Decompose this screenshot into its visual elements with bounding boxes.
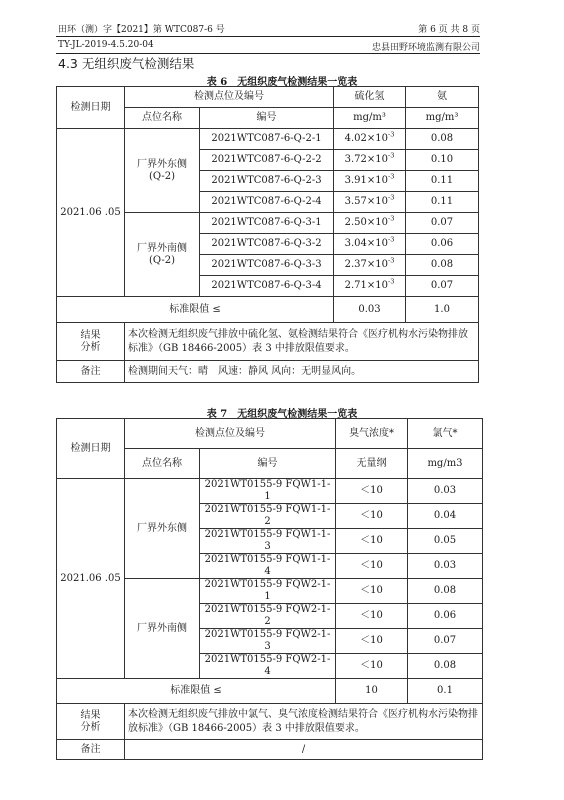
table6-value2: 0.11	[406, 171, 479, 192]
table6-group1-name: 厂界外东侧 (Q-2)	[125, 129, 200, 213]
table6-remark: 检测期间天气：晴 风速：静风 风向：无明显风向。	[125, 361, 479, 383]
table7-limit1: 10	[336, 679, 408, 704]
table6-code: 2021WTC087-6-Q-2-1	[200, 129, 334, 150]
table6-header-point-group: 检测点位及编号	[125, 87, 334, 108]
table7-header-col2-unit: mg/m3	[408, 449, 483, 479]
table7-value1: ＜10	[336, 654, 408, 679]
table6-limit-label: 标准限值 ≤	[57, 297, 334, 323]
company-name: 忠县田野环境监测有限公司	[371, 43, 480, 53]
table6-value2: 0.10	[406, 150, 479, 171]
table6-value1: $3.72\times 10^{-3}$	[334, 150, 406, 171]
table7-code: 2021WT0155-9 FQW2-1-3	[200, 629, 336, 654]
table6-code: 2021WTC087-6-Q-3-2	[200, 234, 334, 255]
table6-header-col2: 氨	[406, 87, 479, 108]
table6-value1: $4.02\times 10^{-3}$	[334, 129, 406, 150]
table7-header-col2: 氯气*	[408, 419, 483, 449]
section-title: 4.3 无组织废气检测结果	[58, 56, 195, 71]
table7-value2: 0.05	[408, 529, 483, 554]
table6-header-code: 编号	[200, 108, 334, 129]
table6-value2: 0.07	[406, 213, 479, 234]
table7-header-col1: 臭气浓度*	[336, 419, 408, 449]
table6-code: 2021WTC087-6-Q-3-3	[200, 255, 334, 276]
table7-header-point-group: 检测点位及编号	[125, 419, 336, 449]
table6-code: 2021WTC087-6-Q-2-3	[200, 171, 334, 192]
table6-header-col2-unit: mg/m³	[406, 108, 479, 129]
table6	[56, 86, 479, 383]
table6-code: 2021WTC087-6-Q-2-4	[200, 192, 334, 213]
document-number: 田环（测）字【2021】第 WTC087-6 号	[58, 25, 225, 35]
table6-conclusion-label: 结果 分析	[57, 323, 125, 361]
table-row	[57, 129, 479, 150]
table7-header-point-name: 点位名称	[125, 449, 200, 479]
table6-header-col1-unit: mg/m³	[334, 108, 406, 129]
table7-value1: ＜10	[336, 629, 408, 654]
table7-value2: 0.06	[408, 604, 483, 629]
table7-value1: ＜10	[336, 504, 408, 529]
table-row	[57, 479, 483, 504]
table6-date: 2021.06 .05	[57, 129, 125, 297]
table6-value1: $3.91\times 10^{-3}$	[334, 171, 406, 192]
header-rule-top	[56, 36, 480, 37]
table6-group2-name: 厂界外南侧 (Q-2)	[125, 213, 200, 297]
table7-code: 2021WT0155-9 FQW1-1-4	[200, 554, 336, 579]
table6-conclusion: 本次检测无组织废气排放中硫化氢、氨检测结果符合《医疗机构水污染物排放标准》（GB 18466-2005）表 3 中排放限值要求。	[125, 323, 479, 361]
table7-conclusion: 本次检测无组织废气排放中氯气、臭气浓度检测结果符合《医疗机构水污染物排放标准》（GB 18466-2005）表 3 中排放限值要求。	[125, 704, 483, 740]
table7-code: 2021WT0155-9 FQW2-1-2	[200, 604, 336, 629]
table7-value1: ＜10	[336, 579, 408, 604]
table7-limit2: 0.1	[408, 679, 483, 704]
table6-value2: 0.08	[406, 129, 479, 150]
table6-value1: $2.71\times 10^{-3}$	[334, 276, 406, 297]
table6-header-col1: 硫化氢	[334, 87, 406, 108]
table6-code: 2021WTC087-6-Q-3-1	[200, 213, 334, 234]
table7-code: 2021WT0155-9 FQW1-1-1	[200, 479, 336, 504]
table6-value1: $2.37\times 10^{-3}$	[334, 255, 406, 276]
table7-group2-name: 厂界外南侧	[125, 579, 200, 679]
table6-value1: $3.04\times 10^{-3}$	[334, 234, 406, 255]
table7-value1: ＜10	[336, 529, 408, 554]
table7	[56, 418, 483, 760]
table7-code: 2021WT0155-9 FQW1-1-3	[200, 529, 336, 554]
form-code: TY-JL-2019-4.5.20-04	[58, 40, 154, 50]
table6-caption: 表 6 无组织废气检测结果一览表	[206, 77, 358, 88]
table7-value2: 0.07	[408, 629, 483, 654]
table7-remark-label: 备注	[57, 740, 125, 760]
table6-code: 2021WTC087-6-Q-2-2	[200, 150, 334, 171]
table7-limit-label: 标准限值 ≤	[57, 679, 336, 704]
table6-value2: 0.07	[406, 276, 479, 297]
table6-value2: 0.06	[406, 234, 479, 255]
table6-value2: 0.08	[406, 255, 479, 276]
table6-value1: $2.50\times 10^{-3}$	[334, 213, 406, 234]
page-indicator: 第 6 页 共 8 页	[418, 25, 480, 35]
table7-caption: 表 7 无组织废气检测结果一览表	[206, 409, 358, 420]
table7-group1-name: 厂界外东侧	[125, 479, 200, 579]
table6-value2: 0.11	[406, 192, 479, 213]
table6-header-date: 检测日期	[57, 87, 125, 129]
table6-code: 2021WTC087-6-Q-3-4	[200, 276, 334, 297]
table7-code: 2021WT0155-9 FQW1-1-2	[200, 504, 336, 529]
table6-limit2: 1.0	[406, 297, 479, 323]
table7-value2: 0.03	[408, 554, 483, 579]
table7-value2: 0.04	[408, 504, 483, 529]
table6-value1: $3.57\times 10^{-3}$	[334, 192, 406, 213]
table7-value1: ＜10	[336, 479, 408, 504]
table7-value1: ＜10	[336, 554, 408, 579]
table7-code: 2021WT0155-9 FQW2-1-1	[200, 579, 336, 604]
table7-conclusion-label: 结果 分析	[57, 704, 125, 740]
table7-value1: ＜10	[336, 604, 408, 629]
table7-code: 2021WT0155-9 FQW2-1-4	[200, 654, 336, 679]
table6-remark-label: 备注	[57, 361, 125, 383]
table6-header-point-name: 点位名称	[125, 108, 200, 129]
table7-header-col1-unit: 无量纲	[336, 449, 408, 479]
table7-header-date: 检测日期	[57, 419, 125, 479]
table7-remark: /	[125, 740, 483, 760]
table7-value2: 0.03	[408, 479, 483, 504]
table7-header-code: 编号	[200, 449, 336, 479]
table7-value2: 0.08	[408, 579, 483, 604]
table7-value2: 0.08	[408, 654, 483, 679]
table7-date: 2021.06 .05	[57, 479, 125, 679]
table6-limit1: 0.03	[334, 297, 406, 323]
